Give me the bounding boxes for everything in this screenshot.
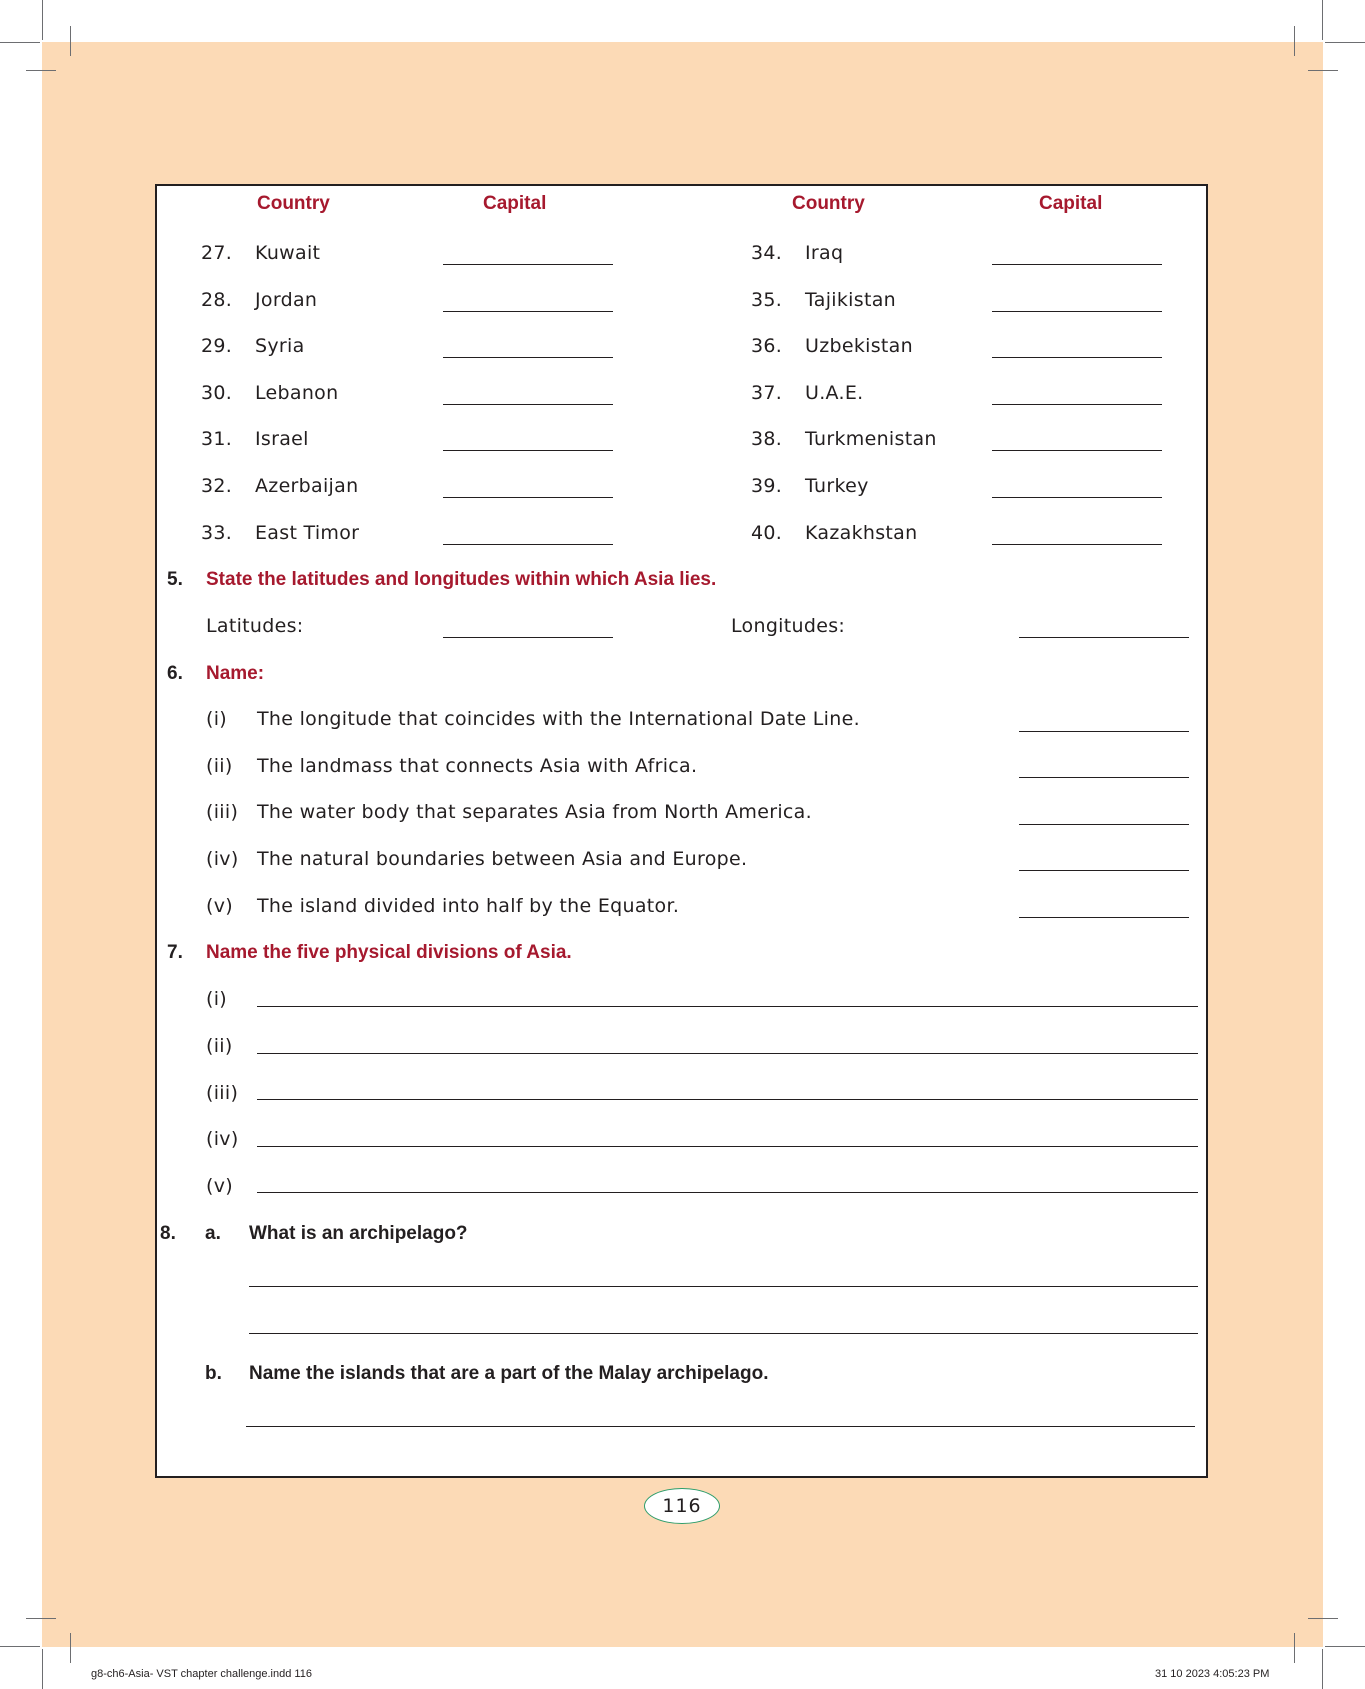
- country-name: Lebanon: [255, 382, 339, 404]
- row-number: 28.: [201, 289, 233, 311]
- row-number: 29.: [201, 335, 233, 357]
- item-text: The water body that separates Asia from North America.: [257, 801, 812, 823]
- sub-question-label: b.: [205, 1363, 222, 1384]
- slug-filename: g8-ch6-Asia- VST chapter challenge.indd 116: [91, 1668, 312, 1680]
- row-number: 36.: [751, 335, 783, 357]
- header-capital-right: Capital: [1039, 193, 1103, 214]
- item-label: (ii): [206, 1035, 233, 1057]
- item-label: (ii): [206, 755, 233, 777]
- row-number: 35.: [751, 289, 783, 311]
- latitudes-label: Latitudes:: [206, 615, 304, 637]
- crop-mark: [26, 1618, 56, 1619]
- answer-line[interactable]: [257, 1192, 1198, 1193]
- sub-question-text: Name the islands that are a part of the Malay archipelago.: [249, 1363, 769, 1384]
- country-name: Israel: [255, 428, 309, 450]
- answer-line[interactable]: [249, 1286, 1198, 1287]
- crop-mark: [70, 26, 71, 56]
- header-country-right: Country: [792, 193, 865, 214]
- longitudes-label: Longitudes:: [731, 615, 846, 637]
- answer-line[interactable]: [1019, 917, 1189, 918]
- sub-question-label: a.: [205, 1223, 221, 1244]
- capital-answer-line[interactable]: [992, 404, 1162, 405]
- crop-mark: [1325, 1646, 1365, 1647]
- sub-question-text: What is an archipelago?: [249, 1223, 468, 1244]
- capital-answer-line[interactable]: [443, 311, 613, 312]
- country-name: U.A.E.: [805, 382, 864, 404]
- answer-line[interactable]: [1019, 777, 1189, 778]
- page-number-text: 116: [662, 1495, 702, 1517]
- capital-answer-line[interactable]: [992, 311, 1162, 312]
- crop-mark: [1294, 26, 1295, 56]
- capital-answer-line[interactable]: [992, 450, 1162, 451]
- row-number: 38.: [751, 428, 783, 450]
- page-number: [644, 1488, 720, 1524]
- capital-answer-line[interactable]: [443, 404, 613, 405]
- capital-answer-line[interactable]: [992, 544, 1162, 545]
- header-capital-left: Capital: [483, 193, 547, 214]
- country-name: Turkey: [805, 475, 869, 497]
- item-label: (i): [206, 708, 228, 730]
- country-name: Jordan: [255, 289, 318, 311]
- question-number: 5.: [167, 569, 183, 590]
- capital-answer-line[interactable]: [443, 497, 613, 498]
- capital-answer-line[interactable]: [443, 264, 613, 265]
- answer-line[interactable]: [1019, 731, 1189, 732]
- question-number: 6.: [167, 663, 183, 684]
- item-label: (iii): [206, 1082, 239, 1104]
- question-number: 7.: [167, 942, 183, 963]
- row-number: 37.: [751, 382, 783, 404]
- question-text: Name:: [206, 663, 265, 684]
- item-text: The island divided into half by the Equator.: [257, 895, 680, 917]
- row-number: 31.: [201, 428, 233, 450]
- country-name: Azerbaijan: [255, 475, 359, 497]
- question-text: State the latitudes and longitudes within which Asia lies.: [206, 569, 717, 590]
- country-name: East Timor: [255, 522, 360, 544]
- capital-answer-line[interactable]: [992, 264, 1162, 265]
- header-country-left: Country: [257, 193, 330, 214]
- capital-answer-line[interactable]: [992, 497, 1162, 498]
- row-number: 40.: [751, 522, 783, 544]
- crop-mark: [42, 1649, 43, 1689]
- item-label: (iv): [206, 848, 239, 870]
- crop-mark: [1322, 1649, 1323, 1689]
- answer-line[interactable]: [1019, 824, 1189, 825]
- capital-answer-line[interactable]: [992, 357, 1162, 358]
- answer-line[interactable]: [257, 1006, 1198, 1007]
- crop-mark: [1325, 42, 1365, 43]
- answer-line[interactable]: [257, 1053, 1198, 1054]
- item-label: (i): [206, 988, 228, 1010]
- question-number: 8.: [160, 1223, 176, 1244]
- capital-answer-line[interactable]: [443, 357, 613, 358]
- latitudes-answer-line[interactable]: [443, 637, 613, 638]
- country-name: Syria: [255, 335, 305, 357]
- row-number: 27.: [201, 242, 233, 264]
- item-label: (v): [206, 1175, 233, 1197]
- capital-answer-line[interactable]: [443, 450, 613, 451]
- row-number: 33.: [201, 522, 233, 544]
- crop-mark: [42, 0, 43, 40]
- crop-mark: [1308, 70, 1338, 71]
- item-text: The longitude that coincides with the International Date Line.: [257, 708, 860, 730]
- item-label: (iv): [206, 1128, 239, 1150]
- question-text: Name the five physical divisions of Asia.: [206, 942, 572, 963]
- answer-line[interactable]: [246, 1426, 1195, 1427]
- country-name: Kuwait: [255, 242, 321, 264]
- longitudes-answer-line[interactable]: [1019, 637, 1189, 638]
- item-text: The natural boundaries between Asia and Europe.: [257, 848, 748, 870]
- country-name: Turkmenistan: [805, 428, 937, 450]
- answer-line[interactable]: [1019, 870, 1189, 871]
- country-name: Tajikistan: [805, 289, 896, 311]
- crop-mark: [70, 1633, 71, 1663]
- row-number: 32.: [201, 475, 233, 497]
- country-name: Uzbekistan: [805, 335, 913, 357]
- crop-mark: [1308, 1618, 1338, 1619]
- item-label: (v): [206, 895, 233, 917]
- crop-mark: [0, 42, 40, 43]
- slug-timestamp: 31 10 2023 4:05:23 PM: [1155, 1668, 1270, 1680]
- answer-line[interactable]: [249, 1333, 1198, 1334]
- row-number: 34.: [751, 242, 783, 264]
- worksheet-frame: [155, 184, 1208, 1478]
- crop-mark: [26, 70, 56, 71]
- row-number: 39.: [751, 475, 783, 497]
- item-label: (iii): [206, 801, 239, 823]
- country-name: Iraq: [805, 242, 844, 264]
- capital-answer-line[interactable]: [443, 544, 613, 545]
- crop-mark: [1322, 0, 1323, 40]
- answer-line[interactable]: [257, 1146, 1198, 1147]
- answer-line[interactable]: [257, 1099, 1198, 1100]
- crop-mark: [1294, 1633, 1295, 1663]
- row-number: 30.: [201, 382, 233, 404]
- country-name: Kazakhstan: [805, 522, 918, 544]
- crop-mark: [0, 1646, 40, 1647]
- item-text: The landmass that connects Asia with Africa.: [257, 755, 698, 777]
